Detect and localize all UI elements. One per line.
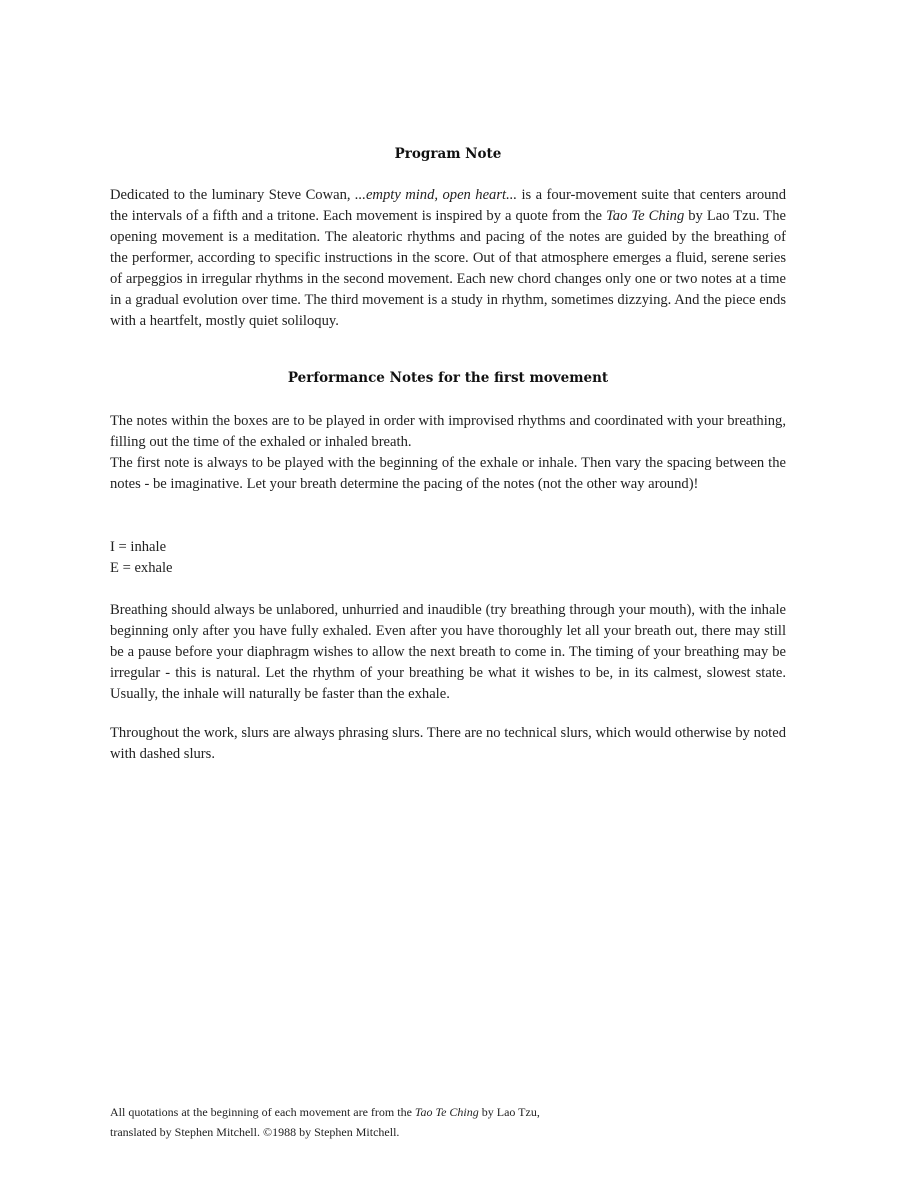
breathing-paragraph: Breathing should always be unlabored, unhurried and inaudible (try breathing through your mouth), with the inhale beginning only after you have fully exhaled. Even after you have thoroughly let all your breath out, there may still be a pause before your diaphragm wishes to allow the next breath to come in. The timing of your breathing may be irregular - this is natural. Let the rhythm of your breathing be what it wishes to be, in its calmest, slowest state. Usually, the inhale will naturally be faster than the exhale. bbox=[110, 602, 786, 702]
footer-line-2: translated by Stephen Mitchell. ©1988 by Stephen Mitchell. bbox=[110, 1125, 400, 1139]
work-title: ...empty mind, open heart... bbox=[355, 187, 518, 203]
program-note-paragraph bbox=[110, 185, 786, 332]
performance-notes-first-note-text: The first note is always to be played with the beginning of the exhale or inhale. Then vary the spacing between the notes - be imaginative. Let your breath determine the pacing of the notes (not the other way around)! bbox=[110, 455, 786, 492]
program-note-heading: Program Note bbox=[394, 146, 502, 162]
breath-legend bbox=[110, 537, 786, 579]
program-note-intro-pre: Dedicated to the luminary Steve Cowan, bbox=[110, 187, 355, 203]
performance-notes-boxes-text: The notes within the boxes are to be played in order with improvised rhythms and coordinated with your breathing, filling out the time of the exhaled or inhaled breath. bbox=[110, 413, 786, 450]
legend-inhale: I = inhale bbox=[110, 539, 167, 555]
performance-notes-paragraph bbox=[110, 411, 786, 495]
program-note-intro-mid: is a four-movement suite that centers around the intervals of a fifth and a tritone. Each movement is inspired by a quote from the bbox=[110, 187, 787, 224]
footer-line-1-pre: All quotations at the beginning of each movement are from the bbox=[110, 1105, 415, 1119]
performance-notes-heading: Performance Notes for the first movement bbox=[287, 370, 609, 386]
program-note-intro-post: by Lao Tzu. The opening movement is a meditation. The aleatoric rhythms and pacing of the notes are guided by the breathing of the performer, according to specific instructions in the score. Out of that atmosphere emerges a fluid, serene series of arpeggios in irregular rhythms in the second movement. Each new chord changes only one or two notes at a time in a gradual evolution over time. The third movement is a study in rhythm, sometimes dizzying. And the piece ends with a heartfelt, mostly quiet soliloquy. bbox=[110, 208, 786, 329]
slurs-paragraph: Throughout the work, slurs are always phrasing slurs. There are no technical slurs, which would otherwise by noted with dashed slurs. bbox=[110, 725, 786, 762]
footer-book-title: Tao Te Ching bbox=[414, 1105, 479, 1119]
footer-line-1-post: by Lao Tzu, bbox=[478, 1105, 540, 1119]
legend-exhale: E = exhale bbox=[110, 560, 173, 576]
book-title: Tao Te Ching bbox=[606, 208, 685, 224]
footer-citation bbox=[110, 1102, 786, 1142]
footer-line-1 bbox=[110, 1102, 786, 1122]
